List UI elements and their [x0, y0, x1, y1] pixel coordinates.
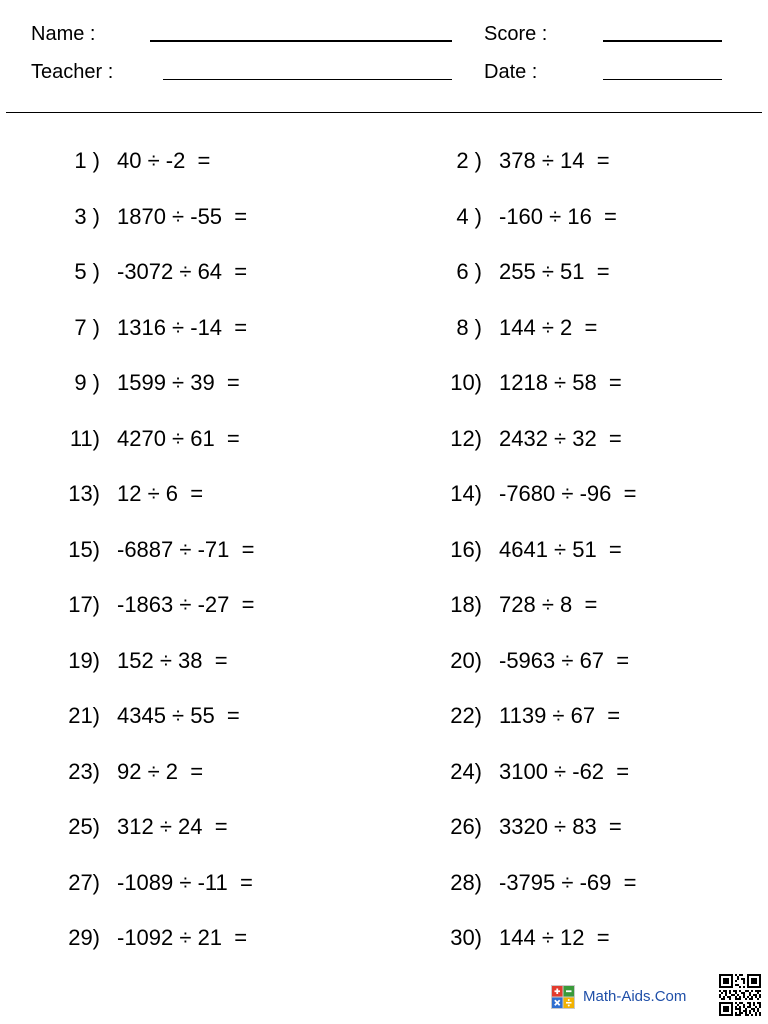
problem-expression: 4270 ÷ 61 = [117, 425, 240, 451]
problem-number: 30) [450, 925, 482, 950]
problem-item [0, 366, 768, 400]
name-label: Name : [31, 23, 96, 45]
teacher-label: Teacher : [31, 61, 114, 83]
problem-expression: -3072 ÷ 64 = [117, 259, 248, 284]
problem-expression: -1089 ÷ -11 = [117, 869, 253, 895]
problem-number: 6 ) [456, 259, 482, 284]
problem-item [0, 533, 768, 567]
problem-number: 28) [450, 869, 482, 895]
problem-item [0, 921, 768, 955]
problem-expression: 1316 ÷ -14 = [117, 314, 248, 340]
problem-expression: 1599 ÷ 39 = [117, 370, 240, 395]
problem-expression: 378 ÷ 14 = [499, 148, 610, 173]
problem-number: 20) [450, 647, 482, 673]
problem-expression: -6887 ÷ -71 = [117, 536, 255, 562]
problem-expression: -1863 ÷ -27 = [117, 592, 255, 617]
problem-expression: 2432 ÷ 32 = [499, 425, 622, 451]
problem-number: 9 ) [74, 370, 100, 395]
problem-expression: 3100 ÷ -62 = [499, 758, 630, 784]
problem-number: 8 ) [456, 314, 482, 340]
problem-number: 2 ) [456, 148, 482, 173]
problem-expression: -1092 ÷ 21 = [117, 925, 248, 950]
problem-number: 1 ) [74, 148, 100, 173]
problem-number: 23) [68, 758, 100, 784]
problem-item [0, 311, 768, 345]
name-line[interactable] [150, 40, 452, 42]
problem-expression: 1870 ÷ -55 = [117, 203, 248, 229]
problem-item [0, 699, 768, 733]
problem-number: 19) [68, 647, 100, 673]
score-line[interactable] [603, 40, 722, 42]
problem-item [0, 588, 768, 622]
problem-item [0, 866, 768, 900]
problem-number: 24) [450, 758, 482, 784]
calculator-icon [551, 985, 575, 1009]
problem-item [0, 644, 768, 678]
problem-expression: 4345 ÷ 55 = [117, 703, 240, 728]
problem-expression: 40 ÷ -2 = [117, 148, 211, 173]
problem-number: 5 ) [74, 259, 100, 284]
problem-expression: -7680 ÷ -96 = [499, 481, 637, 506]
problem-number: 27) [68, 869, 100, 895]
brand-link[interactable]: Math-Aids.Com [583, 988, 687, 1005]
problem-item [0, 477, 768, 511]
problem-number: 10) [450, 370, 482, 395]
problem-expression: 3320 ÷ 83 = [499, 814, 622, 839]
problem-expression: 152 ÷ 38 = [117, 647, 228, 673]
problem-item [0, 144, 768, 178]
problem-expression: -5963 ÷ 67 = [499, 647, 630, 673]
problem-expression: 312 ÷ 24 = [117, 814, 228, 839]
problem-expression: 12 ÷ 6 = [117, 481, 204, 506]
problem-item [0, 755, 768, 789]
problem-number: 12) [450, 425, 482, 451]
qr-code-icon [719, 974, 761, 1016]
problem-number: 16) [450, 536, 482, 562]
problem-expression: -160 ÷ 16 = [499, 203, 617, 229]
score-label: Score : [484, 23, 548, 45]
problem-expression: 92 ÷ 2 = [117, 758, 204, 784]
problem-expression: 4641 ÷ 51 = [499, 536, 622, 562]
problem-number: 13) [68, 481, 100, 506]
problem-number: 15) [68, 536, 100, 562]
problem-item [0, 810, 768, 844]
problem-expression: 144 ÷ 2 = [499, 314, 598, 340]
footer-branding[interactable] [551, 984, 686, 1010]
problem-number: 3 ) [74, 203, 100, 229]
problem-number: 25) [68, 814, 100, 839]
problem-number: 7 ) [74, 314, 100, 340]
problem-number: 4 ) [456, 203, 482, 229]
problem-number: 29) [68, 925, 100, 950]
problem-item [0, 422, 768, 456]
problem-number: 26) [450, 814, 482, 839]
problem-item [0, 255, 768, 289]
problem-number: 17) [68, 592, 100, 617]
problem-expression: 1218 ÷ 58 = [499, 370, 622, 395]
problem-number: 22) [450, 703, 482, 728]
problem-expression: 255 ÷ 51 = [499, 259, 610, 284]
problem-expression: 1139 ÷ 67 = [499, 703, 621, 728]
date-label: Date : [484, 61, 538, 83]
problem-number: 11) [69, 425, 100, 451]
problem-expression: 728 ÷ 8 = [499, 592, 598, 617]
problem-expression: -3795 ÷ -69 = [499, 869, 637, 895]
problem-number: 21) [68, 703, 100, 728]
teacher-line[interactable] [163, 79, 452, 80]
header-divider [6, 112, 762, 113]
problem-number: 14) [450, 481, 482, 506]
date-line[interactable] [603, 79, 722, 80]
problem-number: 18) [450, 592, 482, 617]
problem-item [0, 200, 768, 234]
problem-expression: 144 ÷ 12 = [499, 925, 610, 950]
